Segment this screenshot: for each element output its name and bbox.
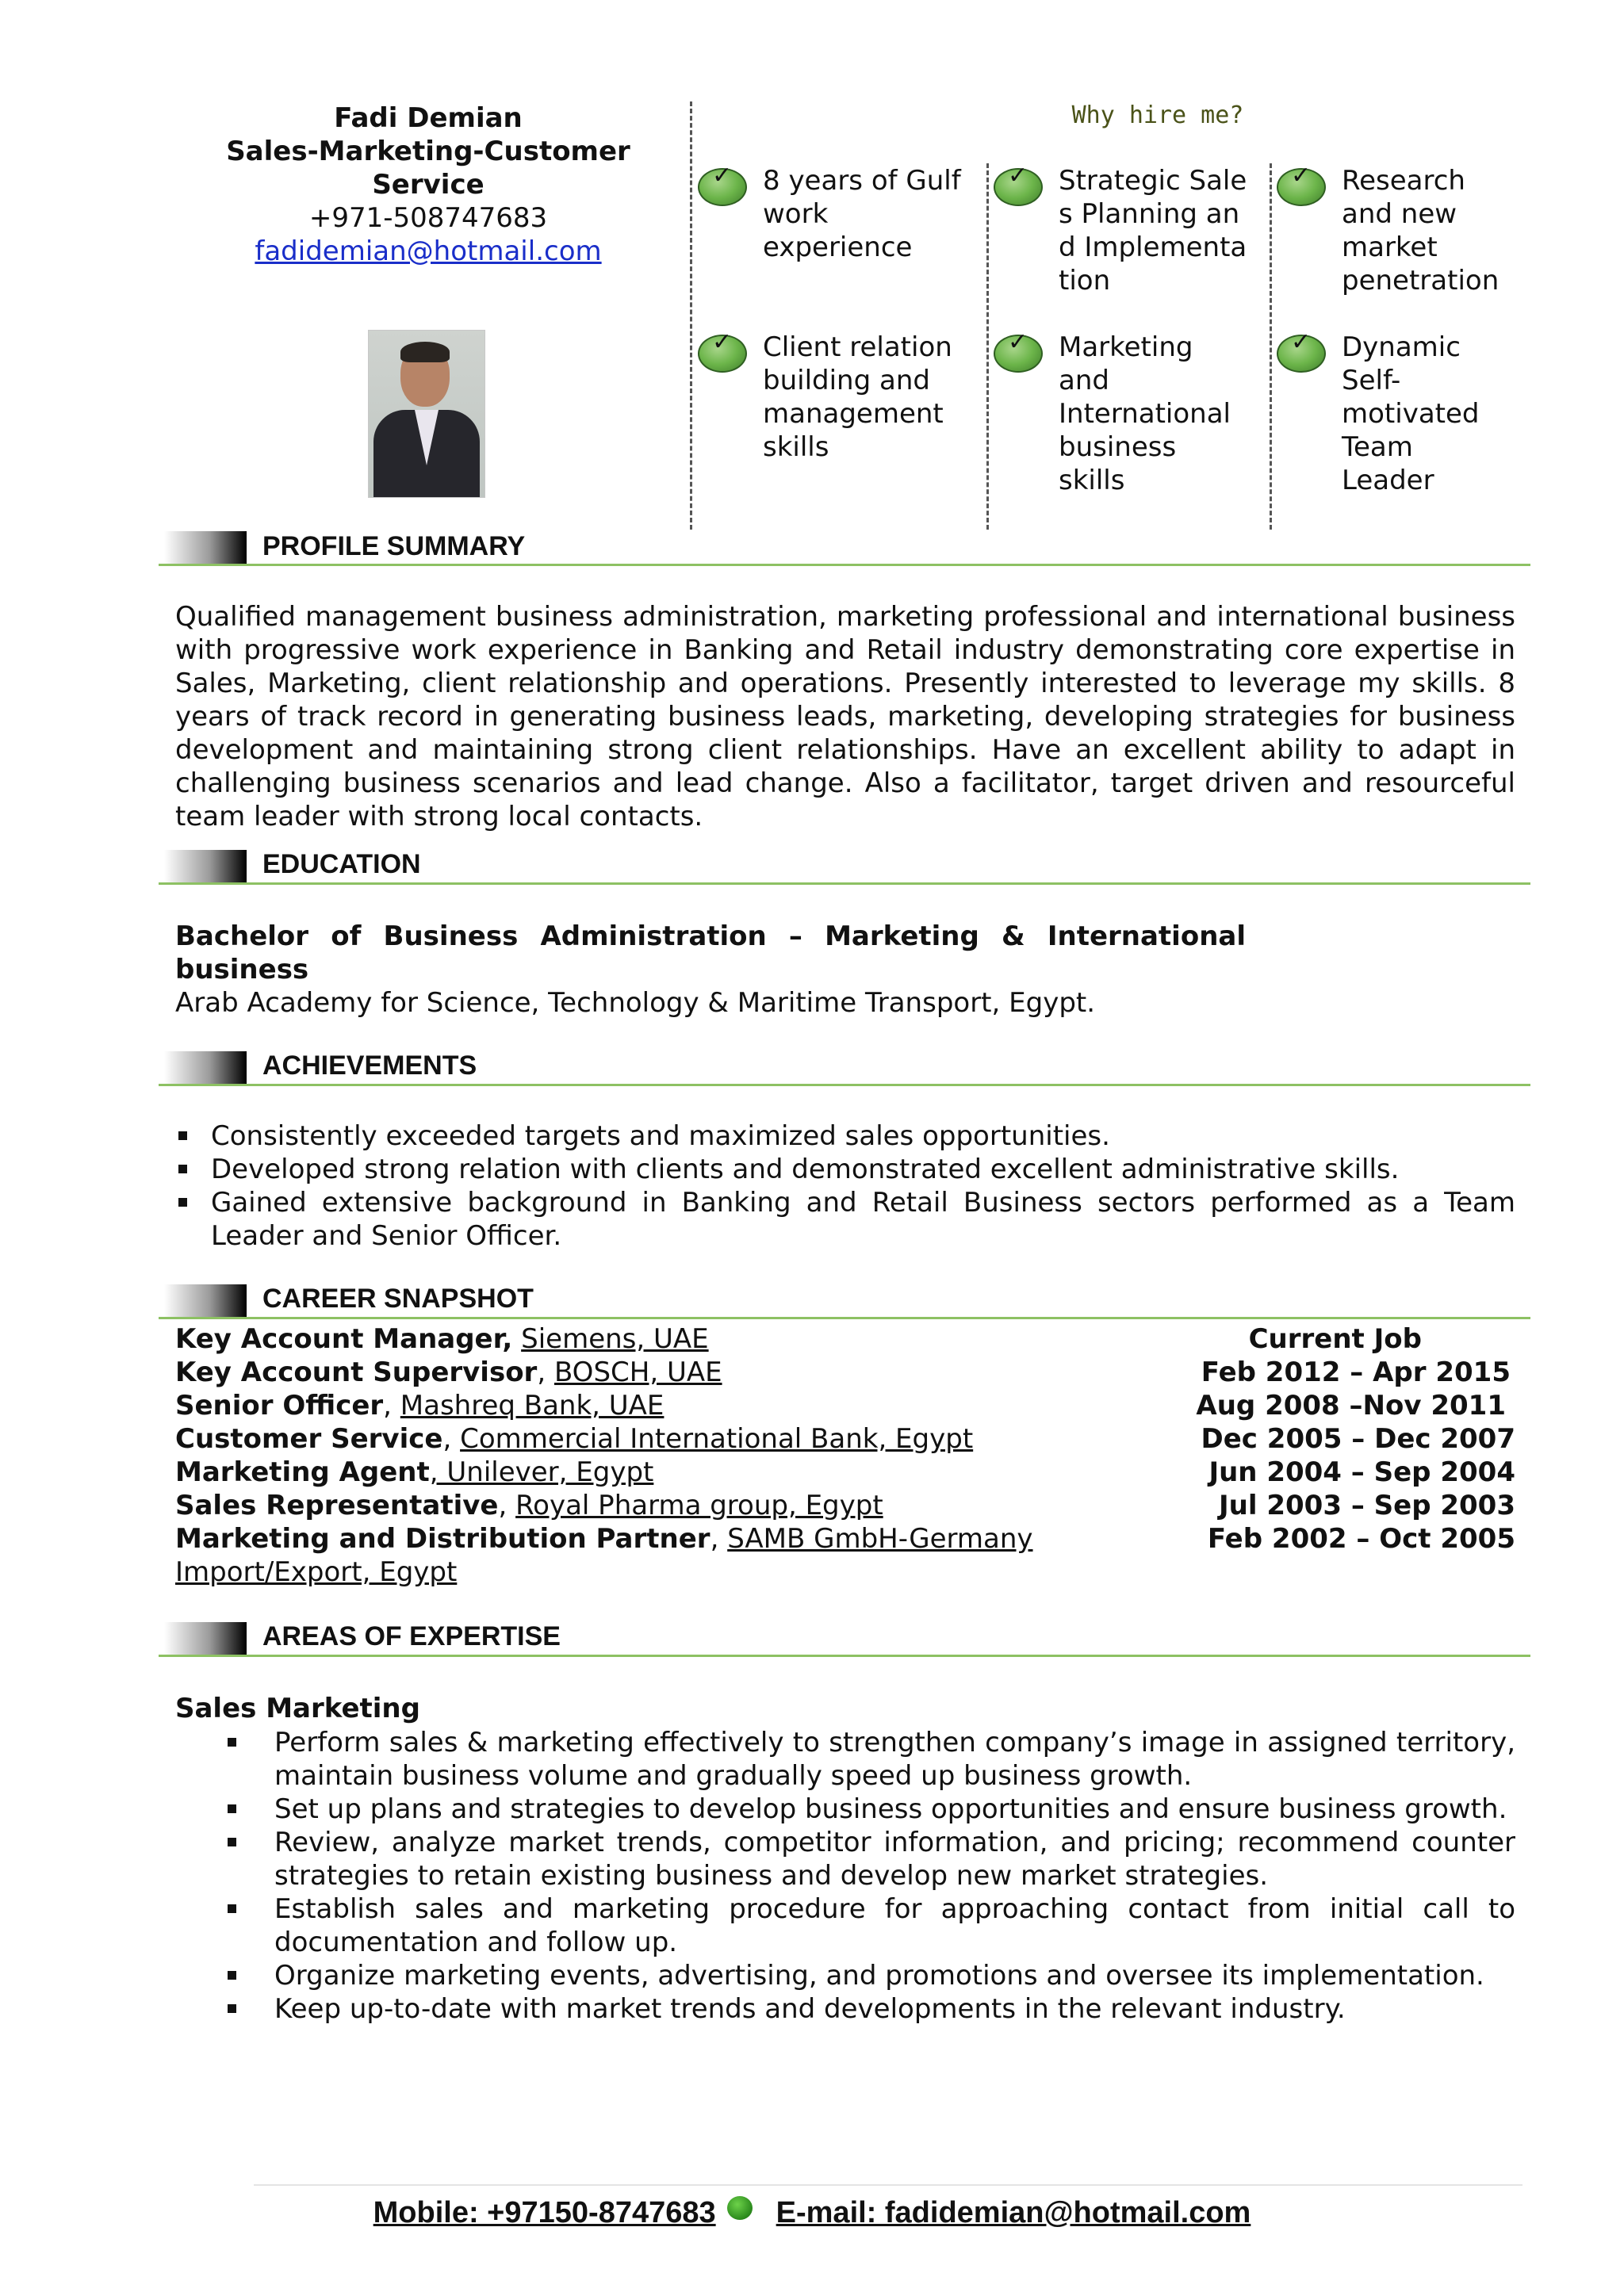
profile-summary: Qualified management business administration, marketing professional and international business with progressive work experience in Banking and Retail industry demonstrating core expertise in Sales, Marketing, client relationship and operations. Presently interested to leverage my skills. 8 years of track record in generating business leads, marketing, developing strategies for business development and maintaining strong client relationships. Have an excellent ability to adapt in challenging business scenarios and lead change. Also a facilitator, target driven and resourceful team leader with strong local contacts. (175, 601, 1515, 832)
checkmark-icon: ✓ (698, 335, 747, 373)
career-row: Senior Officer, Mashreq Bank, UAE Aug 2008 –Nov 2011 (175, 1390, 1506, 1422)
why-item: Research and new market penetration (1342, 165, 1500, 297)
achievements-list (175, 1119, 1515, 1253)
bullet-square-icon (228, 1804, 236, 1813)
company-name: , Unilever, Egypt (429, 1456, 654, 1488)
career-row: Marketing Agent, Unilever, Egypt Jun 2004 – Sep 2004 (175, 1456, 1515, 1488)
section-title-profile: PROFILE SUMMARY (262, 531, 526, 561)
divider-line (690, 101, 692, 530)
company-name: SAMB GmbH-Germany (727, 1523, 1033, 1555)
profile-photo (368, 330, 485, 498)
section-bar (164, 531, 247, 564)
why-item: 8 years of Gulf work experience (763, 165, 961, 263)
candidate-title: Sales-Marketing-Customer Service (226, 136, 630, 201)
footer-rule (254, 2184, 1522, 2186)
email-link[interactable]: fadidemian@hotmail.com (255, 235, 602, 267)
company-name: Mashreq Bank, UAE (400, 1390, 665, 1422)
section-title-achievements: ACHIEVEMENTS (262, 1050, 477, 1081)
divider-line (1270, 163, 1272, 530)
phone-number: +971-508747683 (308, 202, 548, 234)
institution: Arab Academy for Science, Technology & Maritime Transport, Egypt. (175, 987, 1096, 1019)
section-title-education: EDUCATION (262, 849, 421, 879)
why-item: Marketing and International business skills (1059, 331, 1231, 496)
list-item: Perform sales & marketing effectively to strengthen company’s image in assigned territory, maintain business volume and gradually speed up business growth. (175, 1726, 1515, 1793)
list-item: Set up plans and strategies to develop business opportunities and ensure business growth. (175, 1793, 1515, 1826)
career-row: Key Account Manager, Siemens, UAE Current Job (175, 1323, 1422, 1355)
career-row: Marketing and Distribution Partner, SAMB GmbH-Germany Feb 2002 – Oct 2005 (175, 1523, 1515, 1555)
checkmark-icon: ✓ (1277, 335, 1326, 373)
list-item: Establish sales and marketing procedure for approaching contact from initial call to documentation and follow up. (175, 1892, 1515, 1959)
section-rule (159, 1317, 1530, 1319)
why-item: Dynamic Self-motivated Team Leader (1342, 331, 1480, 496)
job-dates: Dec 2005 – Dec 2007 (1201, 1423, 1515, 1455)
job-dates: Feb 2012 – Apr 2015 (1201, 1357, 1511, 1388)
footer-email[interactable]: E-mail: fadidemian@hotmail.com (776, 2196, 1251, 2229)
section-rule (159, 1655, 1530, 1657)
bullet-square-icon (178, 1165, 187, 1173)
bullet-square-icon (228, 1971, 236, 1980)
list-item: Gained extensive background in Banking and Retail Business sectors performed as a Team Leader and Senior Officer. (175, 1186, 1515, 1253)
checkmark-icon: ✓ (994, 335, 1043, 373)
checkmark-icon: ✓ (994, 168, 1043, 206)
bullet-square-icon (178, 1198, 187, 1207)
career-row: Key Account Supervisor, BOSCH, UAE Feb 2012 – Apr 2015 (175, 1357, 1511, 1388)
list-item: Consistently exceeded targets and maximized sales opportunities. (175, 1119, 1515, 1153)
divider-line (986, 163, 989, 530)
section-rule (159, 882, 1530, 885)
why-hire-title: Why hire me? (1071, 101, 1244, 129)
degree: Bachelor of Business Administration – Marketing & International (175, 920, 1246, 952)
list-item: Organize marketing events, advertising, and promotions and oversee its implementation. (175, 1959, 1515, 1992)
expertise-subheading: Sales Marketing (175, 1693, 420, 1724)
list-item: Review, analyze market trends, competitor information, and pricing; recommend counter strategies to retain existing business and develop new market strategies. (175, 1826, 1515, 1892)
candidate-name: Fadi Demian (334, 102, 523, 134)
job-dates: Aug 2008 –Nov 2011 (1196, 1390, 1506, 1422)
checkmark-icon: ✓ (698, 168, 747, 206)
education-block (175, 920, 1246, 1020)
job-dates: Current Job (1248, 1323, 1422, 1355)
company-name: Siemens, UAE (521, 1323, 709, 1355)
section-rule (159, 1084, 1530, 1086)
bullet-square-icon (228, 1738, 236, 1747)
company-name: Commercial International Bank, Egypt (460, 1423, 974, 1455)
list-item: Developed strong relation with clients and demonstrated excellent administrative skills. (175, 1153, 1515, 1186)
section-bar (164, 850, 247, 883)
footer-contact (0, 2196, 1624, 2230)
why-item: Client relation building and management skills (763, 331, 952, 463)
job-dates: Feb 2002 – Oct 2005 (1207, 1523, 1515, 1555)
degree-cont: business (175, 954, 309, 985)
company-name: Import/Export, Egypt (175, 1556, 458, 1588)
contact-header (174, 101, 682, 268)
career-row-cont (175, 1556, 1515, 1589)
section-bar (164, 1051, 247, 1085)
section-rule (159, 564, 1530, 566)
section-title-career: CAREER SNAPSHOT (262, 1284, 534, 1314)
career-row: Sales Representative, Royal Pharma group, Egypt Jul 2003 – Sep 2003 (175, 1490, 1515, 1521)
why-item: Strategic Sales Planning and Implementation (1059, 165, 1247, 297)
bullet-square-icon (178, 1131, 187, 1140)
bullet-square-icon (228, 2004, 236, 2013)
job-dates: Jun 2004 – Sep 2004 (1208, 1456, 1515, 1488)
checkmark-icon: ✓ (1277, 168, 1326, 206)
company-name: Royal Pharma group, Egypt (515, 1490, 883, 1521)
list-item: Keep up-to-date with market trends and developments in the relevant industry. (175, 1992, 1515, 2026)
expertise-list (175, 1726, 1515, 2026)
green-dot-icon (727, 2196, 753, 2220)
section-bar (164, 1622, 247, 1655)
section-title-expertise: AREAS OF EXPERTISE (262, 1621, 561, 1651)
company-name: BOSCH, UAE (553, 1357, 722, 1388)
bullet-square-icon (228, 1904, 236, 1913)
section-bar (164, 1284, 247, 1318)
job-dates: Jul 2003 – Sep 2003 (1219, 1490, 1515, 1521)
bullet-square-icon (228, 1838, 236, 1846)
footer-mobile: Mobile: +97150-8747683 (373, 2196, 716, 2229)
career-row: Customer Service, Commercial International Bank, Egypt Dec 2005 – Dec 2007 (175, 1423, 1515, 1455)
